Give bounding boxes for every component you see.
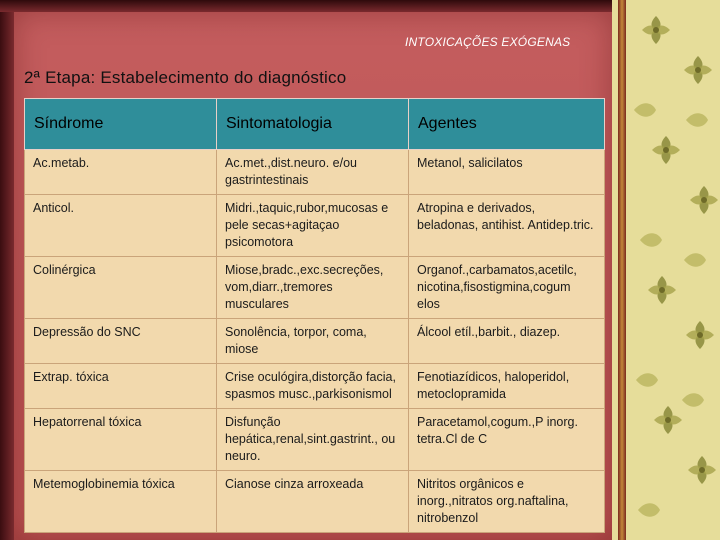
cell-symptoms: Ac.met.,dist.neuro. e/ou gastrintestinais (217, 150, 409, 195)
cell-agents: Organof.,carbamatos,acetilc, nicotina,fisostigmina,cogum elos (409, 257, 605, 319)
column-header-symptoms: Sintomatologia (217, 99, 409, 150)
cell-symptoms: Cianose cinza arroxeada (217, 471, 409, 533)
slide-frame-left (0, 0, 14, 540)
diagnosis-table (24, 98, 605, 533)
table-row (25, 364, 605, 409)
cell-syndrome: Metemoglobinemia tóxica (25, 471, 217, 533)
cell-agents: Nitritos orgânicos e inorg.,nitratos org.naftalina, nitrobenzol (409, 471, 605, 533)
table-row (25, 195, 605, 257)
cell-agents: Álcool etíl.,barbit., diazep. (409, 319, 605, 364)
cell-syndrome: Depressão do SNC (25, 319, 217, 364)
cell-syndrome: Hepatorrenal tóxica (25, 409, 217, 471)
table-row (25, 150, 605, 195)
cell-symptoms: Midri.,taquic,rubor,mucosas e pele secas+agitaçao psicomotora (217, 195, 409, 257)
cell-syndrome: Ac.metab. (25, 150, 217, 195)
floral-pattern-icon (626, 0, 720, 540)
cell-syndrome: Anticol. (25, 195, 217, 257)
cell-syndrome: Colinérgica (25, 257, 217, 319)
column-header-syndrome: Síndrome (25, 99, 217, 150)
cell-symptoms: Crise oculógira,distorção facia, spasmos musc.,parkisonismol (217, 364, 409, 409)
table-header-row (25, 99, 605, 150)
decorative-stripe (618, 0, 626, 540)
slide-title: 2ª Etapa: Estabelecimento do diagnóstico (24, 68, 347, 87)
cell-agents: Metanol, salicilatos (409, 150, 605, 195)
cell-symptoms: Disfunção hepática,renal,sint.gastrint., ou neuro. (217, 409, 409, 471)
decorative-border (612, 0, 720, 540)
table-row (25, 471, 605, 533)
cell-symptoms: Sonolência, torpor, coma, miose (217, 319, 409, 364)
cell-agents: Atropina e derivados, beladonas, antihist. Antidep.tric. (409, 195, 605, 257)
column-header-agents: Agentes (409, 99, 605, 150)
table-row (25, 409, 605, 471)
slide-frame-top (0, 0, 620, 12)
cell-symptoms: Miose,bradc.,exc.secreções, vom,diarr.,tremores musculares (217, 257, 409, 319)
table-row (25, 319, 605, 364)
cell-syndrome: Extrap. tóxica (25, 364, 217, 409)
slide-header: INTOXICAÇÕES EXÓGENAS (405, 35, 571, 49)
table-row (25, 257, 605, 319)
cell-agents: Fenotiazídicos, haloperidol, metoclopramida (409, 364, 605, 409)
cell-agents: Paracetamol,cogum.,P inorg. tetra.Cl de C (409, 409, 605, 471)
